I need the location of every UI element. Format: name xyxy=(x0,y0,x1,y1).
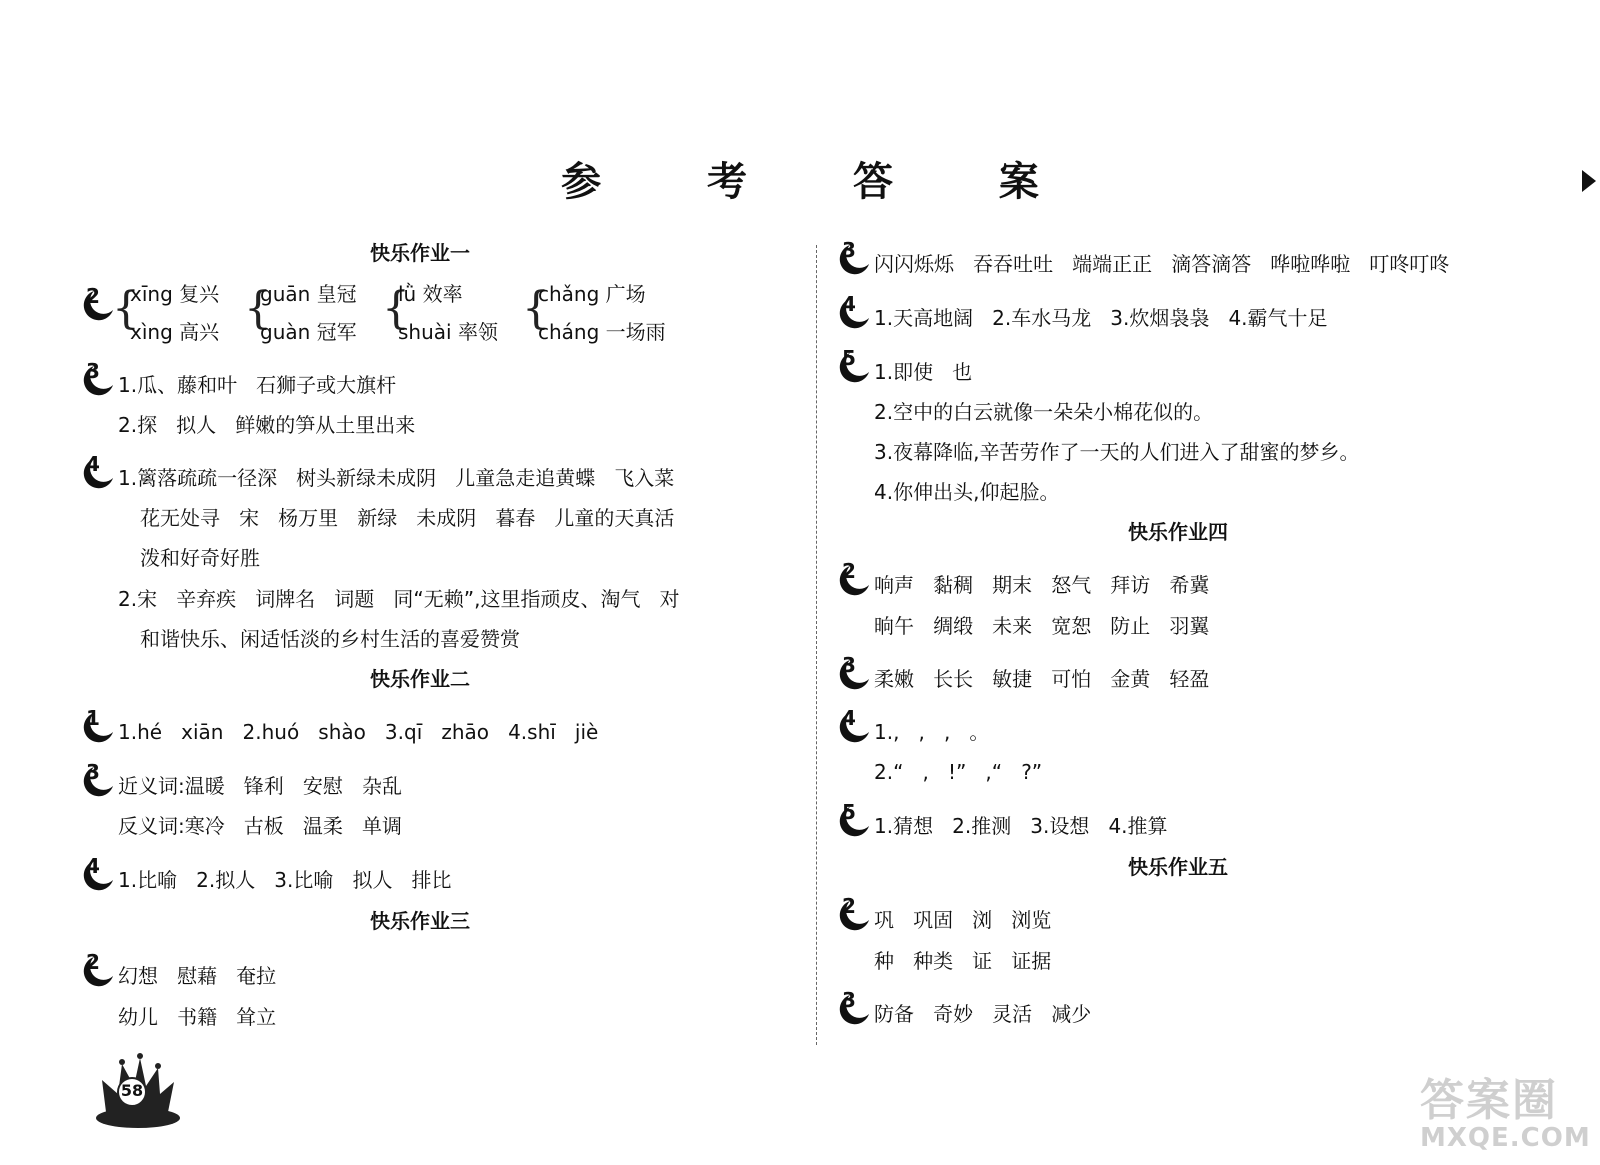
column-divider xyxy=(816,245,817,1045)
question-number-icon xyxy=(836,894,872,932)
answer-line: 2.“ , !” ,“ ?” xyxy=(874,760,1043,784)
pinyin-item: xīng 复兴 xyxy=(130,282,220,306)
question-number-icon xyxy=(80,854,116,892)
pinyin-item: shuài 率领 xyxy=(398,320,498,344)
question-number: 2 xyxy=(86,284,100,308)
question-number-icon xyxy=(80,452,116,490)
question-number-icon xyxy=(836,238,872,276)
answer-line: 2.探 拟人 鲜嫩的笋从土里出来 xyxy=(118,413,416,437)
question-number-icon xyxy=(836,706,872,744)
answer-line: 幻想 慰藉 奄拉 xyxy=(118,964,277,988)
pinyin-item: cháng 一场雨 xyxy=(538,320,666,344)
answer-line: 巩 巩固 浏 浏览 xyxy=(874,908,1052,932)
watermark-text: 答案圈 xyxy=(1420,1075,1558,1126)
question-number: 5 xyxy=(842,800,856,824)
question-number-icon xyxy=(80,760,116,798)
brace: { xyxy=(244,283,272,334)
answer-line: 2.空中的白云就像一朵朵小棉花似的。 xyxy=(874,400,1214,424)
question-number: 4 xyxy=(842,706,856,730)
question-number-icon xyxy=(80,706,116,744)
question-number-icon xyxy=(80,359,116,397)
answer-line: 1., , , 。 xyxy=(874,720,990,744)
section-heading-5: 快乐作业五 xyxy=(1128,855,1228,879)
answer-line: 晌午 绸缎 未来 宽恕 防止 羽翼 xyxy=(874,614,1210,638)
brace: { xyxy=(522,283,550,334)
answer-line: 响声 黏稠 期末 怒气 拜访 希冀 xyxy=(874,573,1210,597)
watermark xyxy=(1420,1075,1591,1158)
answer-line: 3.夜幕降临,辛苦劳作了一天的人们进入了甜蜜的梦乡。 xyxy=(874,440,1360,464)
answer-line: 1.猜想 2.推测 3.设想 4.推算 xyxy=(874,814,1168,838)
answer-line: 2.宋 辛弃疾 词牌名 词题 同“无赖”,这里指顽皮、淘气 对 xyxy=(118,587,680,611)
answer-line: 1.hé xiān 2.huó shào 3.qī zhāo 4.shī jiè xyxy=(118,720,599,744)
answer-line: 1.比喻 2.拟人 3.比喻 拟人 排比 xyxy=(118,868,452,892)
triangle-marker-icon xyxy=(1582,170,1596,192)
answer-line: 防备 奇妙 灵活 减少 xyxy=(874,1002,1092,1026)
pinyin-item: xìng 高兴 xyxy=(130,320,220,344)
pinyin-item: guàn 冠军 xyxy=(260,320,357,344)
section-heading-1: 快乐作业一 xyxy=(370,241,470,265)
question-number: 2 xyxy=(842,559,856,583)
answer-line: 和谐快乐、闲适恬淡的乡村生活的喜爱赞赏 xyxy=(140,627,520,651)
brace: { xyxy=(112,283,140,334)
page-number: 58 xyxy=(120,1081,144,1100)
pinyin-item: guān 皇冠 xyxy=(260,282,357,306)
answer-line: 1.即使 也 xyxy=(874,360,973,384)
answer-line: 1.天高地阔 2.车水马龙 3.炊烟袅袅 4.霸气十足 xyxy=(874,306,1328,330)
question-number: 5 xyxy=(842,346,856,370)
page-title: 参 考 答 案 xyxy=(561,158,1085,205)
answer-line: 近义词:温暖 锋利 安慰 杂乱 xyxy=(118,774,402,798)
question-number: 3 xyxy=(86,359,100,383)
question-number: 2 xyxy=(842,894,856,918)
question-number: 4 xyxy=(86,854,100,878)
question-number-icon xyxy=(836,559,872,597)
answer-line: 反义词:寒冷 古板 温柔 单调 xyxy=(118,814,402,838)
section-heading-2: 快乐作业二 xyxy=(370,667,470,691)
brace: { xyxy=(382,283,410,334)
question-number: 4 xyxy=(842,292,856,316)
question-number-icon xyxy=(80,284,116,322)
watermark-url: MXQE.COM xyxy=(1420,1123,1591,1153)
answer-line: 泼和好奇好胜 xyxy=(140,546,260,570)
question-number-icon xyxy=(836,292,872,330)
answer-line: 1.瓜、藤和叶 石狮子或大旗杆 xyxy=(118,373,397,397)
question-number: 3 xyxy=(842,238,856,262)
answer-line: 种 种类 证 证据 xyxy=(874,949,1052,973)
question-number: 3 xyxy=(86,760,100,784)
answer-line: 柔嫩 长长 敏捷 可怕 金黄 轻盈 xyxy=(874,667,1210,691)
page-number-badge xyxy=(92,1050,184,1132)
section-heading-3: 快乐作业三 xyxy=(370,909,470,933)
question-number: 4 xyxy=(86,452,100,476)
section-heading-4: 快乐作业四 xyxy=(1128,520,1228,544)
question-number-icon xyxy=(836,653,872,691)
question-number-icon xyxy=(80,950,116,988)
question-number-icon xyxy=(836,346,872,384)
answer-line: 1.篱落疏疏一径深 树头新绿未成阴 儿童急走追黄蝶 飞入菜 xyxy=(118,466,675,490)
answer-line: 花无处寻 宋 杨万里 新绿 未成阴 暮春 儿童的天真活 xyxy=(140,506,675,530)
answer-line: 4.你伸出头,仰起脸。 xyxy=(874,480,1060,504)
question-number: 2 xyxy=(86,950,100,974)
question-number: 1 xyxy=(86,706,100,730)
pinyin-item: lǜ 效率 xyxy=(398,282,463,306)
question-number: 3 xyxy=(842,653,856,677)
question-number-icon xyxy=(836,800,872,838)
answer-line: 幼儿 书籍 耸立 xyxy=(118,1005,277,1029)
pinyin-item: chǎng 广场 xyxy=(538,282,646,306)
question-number-icon xyxy=(836,988,872,1026)
question-number: 3 xyxy=(842,988,856,1012)
answer-line: 闪闪烁烁 吞吞吐吐 端端正正 滴答滴答 哗啦哗啦 叮咚叮咚 xyxy=(874,252,1450,276)
